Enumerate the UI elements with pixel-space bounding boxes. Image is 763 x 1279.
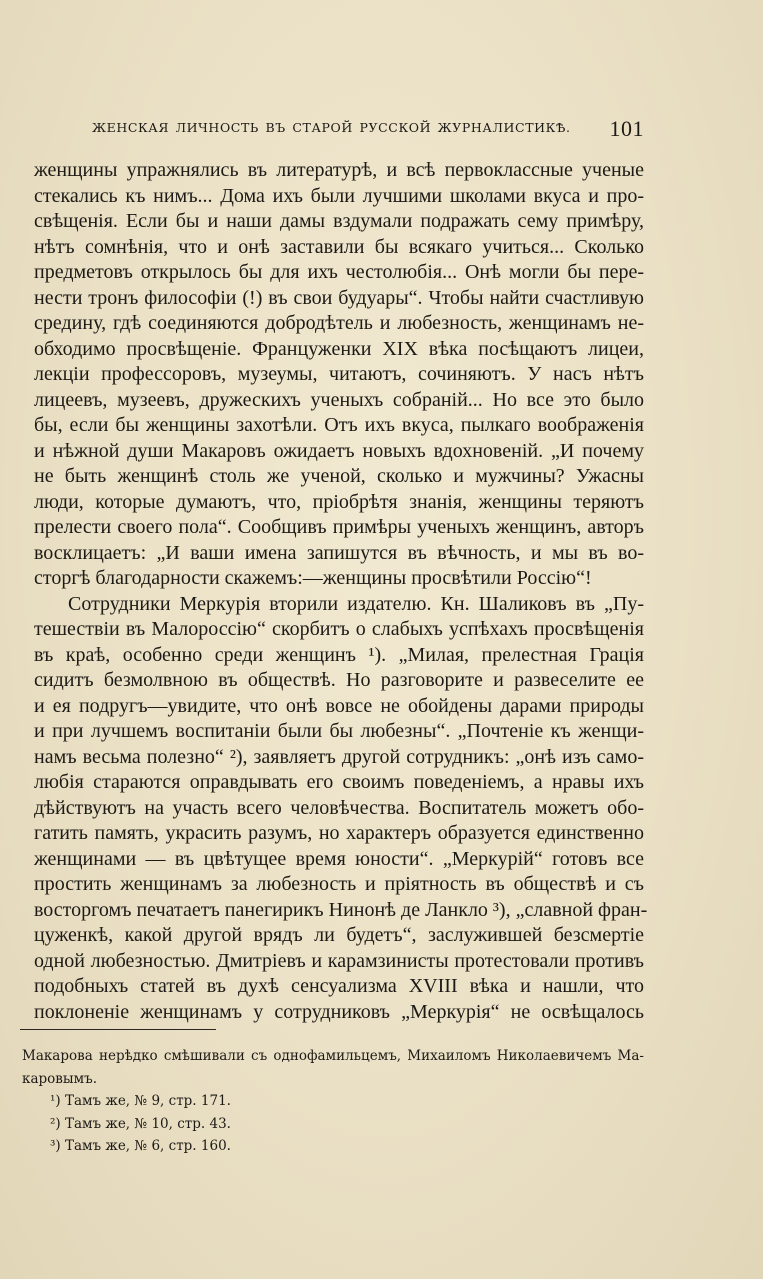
text-line: восклицаетъ: „И ваши имена запишутся въ вѣчность, и мы въ во- (34, 541, 644, 564)
text-line: въ краѣ, особенно среди женщинъ ¹). „Милая, прелестная Грація (34, 643, 644, 666)
text-line: и ея подругъ—увидите, что онѣ вовсе не обойдены дарами природы (34, 694, 644, 717)
text-line: дѣйствуютъ на участь всего человѣчества. Воспитатель можетъ обо- (34, 796, 644, 819)
text-line: и при лучшемъ воспитаніи были бы любезны“. „Почтеніе къ женщи- (34, 720, 644, 742)
text-line: восторгомъ печатаетъ панегирикъ Нинонѣ де Ланкло ³), „славной фран- (34, 898, 648, 921)
text-line: поклоненіе женщинамъ у сотрудниковъ „Меркурія“ не освѣщалось (34, 1000, 644, 1023)
page-number: 101 (609, 116, 644, 141)
text-line: средину, гдѣ соединяются добродѣтель и любезность, женщинамъ не- (34, 312, 644, 334)
footnote-3: ³) Тамъ же, № 6, стр. 160. (50, 1138, 231, 1154)
text-line: лицеевъ, музеевъ, дружескихъ ученыхъ собраній... Но все это было (34, 388, 644, 411)
text-line: свѣщенія. Если бы и наши дамы вздумали подражать сему примѣру, (34, 210, 644, 232)
text-line: намъ весьма полезно“ ²), заявляетъ другой сотрудникъ: „онѣ изъ само- (34, 745, 644, 768)
running-header (92, 116, 652, 140)
text-line: женщинами — въ цвѣтущее время юности“. „Меркурій“ готовъ все (34, 847, 644, 870)
footnote-1: ¹) Тамъ же, № 9, стр. 171. (50, 1093, 231, 1109)
running-header-title: ЖЕНСКАЯ ЛИЧНОСТЬ ВЪ СТАРОЙ РУССКОЙ ЖУРНАЛИСТИКѢ. (92, 120, 571, 135)
text-line: лекціи профессоровъ, музеумы, читаютъ, сочиняютъ. У насъ нѣтъ (34, 363, 644, 385)
footnote-carryover-line: каровымъ. (22, 1070, 97, 1087)
text-line: стекались къ нимъ... Дома ихъ были лучшими школами вкуса и про- (34, 184, 644, 207)
text-line: предметовъ открылось бы для ихъ честолюбія... Онѣ могли бы пере- (34, 261, 644, 283)
footnote-carryover-line: Макарова нерѣдко смѣшивали съ однофамильцемъ, Михаиломъ Николаевичемъ Ма- (22, 1048, 644, 1064)
text-line: одной любезностью. Дмитріевъ и карамзинисты протестовали противъ (34, 949, 644, 972)
paragraph-end-line: сторгѣ благодарности скажемъ:—женщины просвѣтили Россію“! (34, 567, 592, 589)
text-line: тешествіи въ Малороссію“ скорбитъ о слабыхъ успѣхахъ просвѣщенія (34, 618, 644, 640)
text-line: цуженкѣ, какой другой врядъ ли будетъ“, заслужившей безсмертіе (34, 924, 644, 946)
footnotes (22, 1045, 644, 1158)
text-line: любія стараются оправдывать его своимъ поведеніемъ, а нравы ихъ (34, 771, 644, 793)
footnote-separator (20, 1029, 216, 1030)
text-line: не быть женщинѣ столь же ученой, сколько и мужчины? Ужасны (34, 465, 644, 487)
text-line: прелести своего пола“. Сообщивъ примѣры ученыхъ женщинъ, авторъ (34, 516, 644, 538)
text-line: бы, если бы женщины захотѣли. Отъ ихъ вкуса, пылкаго воображенія (34, 414, 644, 436)
text-line: и нѣжной души Макаровъ ожидаетъ новыхъ вдохновеній. „И почему (34, 439, 644, 462)
text-line: сидитъ безмолвною въ обществѣ. Но разговорите и развеселите ее (34, 669, 644, 691)
footnote-2: ²) Тамъ же, № 10, стр. 43. (50, 1115, 231, 1132)
text-line: люди, которые думаютъ, что, пріобрѣтя знанія, женщины теряютъ (34, 490, 644, 513)
paragraph-start-line: Сотрудники Меркурія вторили издателю. Кн. Шаликовъ въ „Пу- (68, 592, 644, 615)
body-text (34, 158, 648, 1025)
text-line: простить женщинамъ за любезность и пріятность въ обществѣ и съ (34, 873, 644, 895)
text-line: нести тронъ философіи (!) въ свои будуары“. Чтобы найти счастливую (34, 286, 644, 309)
text-line: подобныхъ статей въ духѣ сенсуализма XVIII вѣка и нашли, что (34, 975, 644, 997)
text-line: обходимо просвѣщеніе. Француженки XIX вѣка посѣщаютъ лицеи, (34, 337, 644, 360)
text-line: нѣтъ сомнѣнія, что и онѣ заставили бы всякаго учиться... Сколько (34, 235, 644, 258)
text-line: женщины упражнялись въ литературѣ, и всѣ первоклассные ученые (34, 159, 644, 181)
text-line: гатить память, украсить разумъ, но характеръ образуется единственно (34, 822, 644, 844)
